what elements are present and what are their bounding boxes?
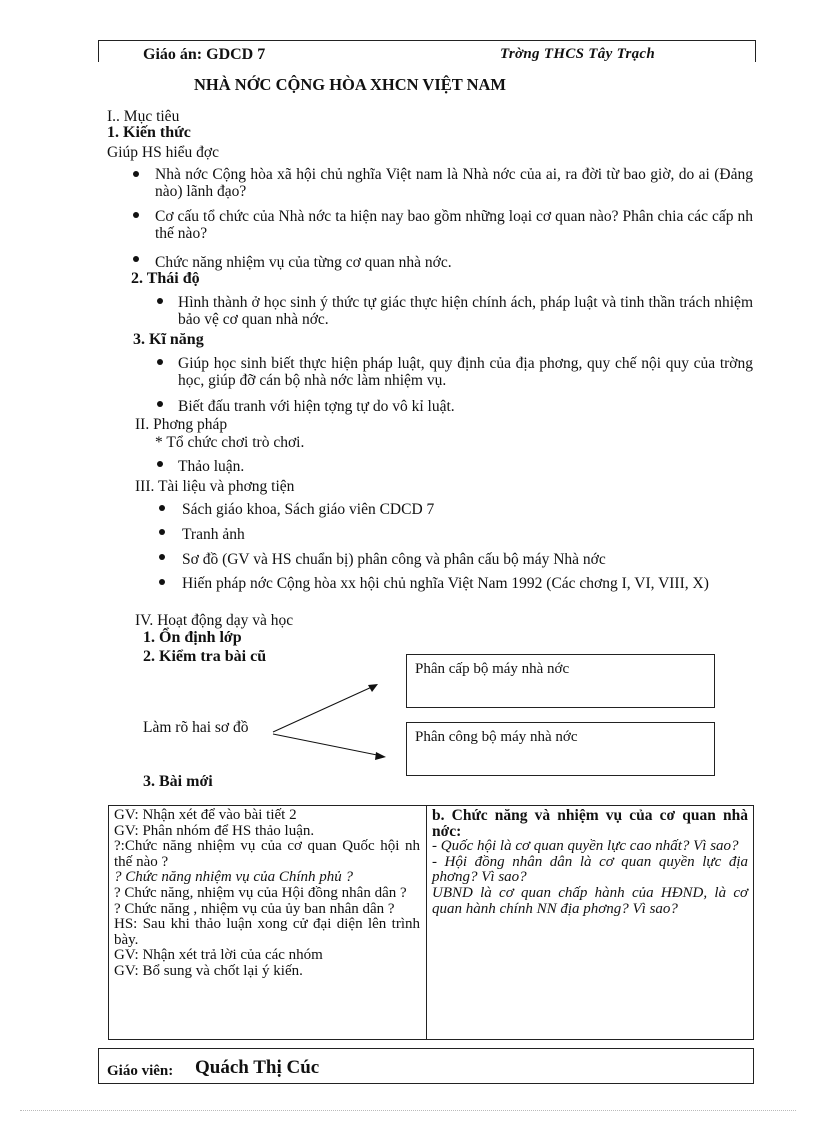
arrow-up-icon xyxy=(273,684,378,732)
table-row: ? Chức năng nhiệm vụ của Chính phủ ? xyxy=(114,869,353,886)
teacher-activities-column xyxy=(114,808,420,980)
content-item: - Quốc hội là cơ quan quyền lực cao nhất? Vì sao? xyxy=(432,838,739,855)
table-row: ?:Chức năng nhiệm vụ của cơ quan Quốc hội nh thế nào ? xyxy=(114,838,420,870)
diagram-box-hierarchy xyxy=(406,654,715,708)
methods-item-game: * Tổ chức chơi trò chơi. xyxy=(155,434,305,451)
footer-box xyxy=(98,1048,754,1084)
bullet-icon xyxy=(157,359,163,365)
content-item: UBND là cơ quan chấp hành của HĐND, là cơ quan hành chính NN địa phơng? Vì sao? xyxy=(432,884,748,917)
header-subject: Giáo án: GDCD 7 xyxy=(143,46,266,63)
table-row: ? Chức năng , nhiệm vụ của ủy ban nhân dân ? xyxy=(114,900,395,917)
diagram-box-division-label: Phân công bộ máy nhà nớc xyxy=(415,729,578,745)
bullet-icon xyxy=(159,505,165,511)
bullet-icon xyxy=(157,401,163,407)
step-new-lesson: 3. Bài mới xyxy=(143,773,213,790)
diagram-box-division xyxy=(406,722,715,776)
header-right-rule xyxy=(755,40,756,62)
knowledge-item-2: Cơ cấu tổ chức của Nhà nớc ta hiện nay bao gồm những loại cơ quan nào? Phân chia các cấp nh thế nào? xyxy=(155,208,753,242)
header-school: Trờng THCS Tây Trạch xyxy=(500,46,656,62)
bullet-icon xyxy=(157,298,163,304)
knowledge-item-1: Nhà nớc Cộng hòa xã hội chủ nghĩa Việt nam là Nhà nớc của ai, ra đời từ bao giờ, do ai (Đảng nào) lãnh đạo? xyxy=(155,166,753,200)
bullet-icon xyxy=(157,461,163,467)
methods-heading: II. Phơng pháp xyxy=(135,416,228,433)
content-column xyxy=(432,808,748,917)
teacher-name: Quách Thị Cúc xyxy=(195,1057,320,1078)
content-heading: b. Chức năng và nhiệm vụ của cơ quan nhà nớc: xyxy=(432,807,748,840)
table-row: GV: Phân nhóm để HS thảo luận. xyxy=(114,822,315,839)
diagram-arrows xyxy=(270,680,395,765)
arrow-down-icon xyxy=(273,734,386,760)
materials-heading: III. Tài liệu và phơng tiện xyxy=(135,478,295,495)
table-row: ? Chức năng, nhiệm vụ của Hội đồng nhân dân ? xyxy=(114,884,407,901)
page-title: NHÀ NỚC CỘNG HÒA XHCN VIỆT NAM xyxy=(194,75,506,94)
diagram-left-label: Làm rõ hai sơ đồ xyxy=(143,719,249,736)
header-left-rule xyxy=(98,40,99,62)
activities-heading: IV. Hoạt động dạy và học xyxy=(135,612,294,629)
table-row: GV: Bổ sung và chốt lại ý kiến. xyxy=(114,962,303,979)
page-bottom-divider xyxy=(20,1110,796,1111)
content-item: - Hội đồng nhân dân là cơ quan quyền lực địa phơng? Vì sao? xyxy=(432,853,748,886)
header-rule xyxy=(98,40,755,41)
bullet-icon xyxy=(133,212,139,218)
table-row: GV: Nhận xét trả lời của các nhóm xyxy=(114,947,323,964)
skills-item-1: Giúp học sinh biết thực hiện pháp luật, quy định của địa phơng, quy chế nội quy của trờng học, giúp đỡ cán bộ nhà nớc làm nhiệm vụ. xyxy=(178,355,753,389)
knowledge-heading xyxy=(107,124,191,142)
bullet-icon xyxy=(159,529,165,535)
table-row: GV: Nhận xét để vào bài tiết 2 xyxy=(114,807,297,823)
attitude-item-1: Hình thành ở học sinh ý thức tự giác thực hiện chính ách, pháp luật và tinh thần trách nhiệm bảo vệ cơ quan nhà nớc. xyxy=(178,294,753,328)
step-review: 2. Kiểm tra bài cũ xyxy=(143,648,267,665)
knowledge-item-3: Chức năng nhiệm vụ của từng cơ quan nhà nớc. xyxy=(155,254,452,271)
bullet-icon xyxy=(133,256,139,262)
materials-item-2: Tranh ảnh xyxy=(182,526,245,543)
materials-item-3: Sơ đồ (GV và HS chuẩn bị) phân công và phân cấu bộ máy Nhà nớc xyxy=(182,551,606,568)
materials-item-4: Hiến pháp nớc Cộng hòa xx hội chủ nghĩa Việt Nam 1992 (Các chơng I, VI, VIII, X) xyxy=(182,575,709,592)
methods-item-discussion: Thảo luận. xyxy=(178,458,245,475)
footer-label: Giáo viên: xyxy=(107,1063,174,1079)
knowledge-heading-text: 1. Kiến thức xyxy=(107,124,191,141)
step-class-order: 1. Ổn định lớp xyxy=(143,629,242,646)
skills-item-2: Biết đấu tranh với hiện tợng tự do vô kỉ luật. xyxy=(178,398,455,415)
materials-item-1: Sách giáo khoa, Sách giáo viên CDCD 7 xyxy=(182,501,435,518)
section-objectives-heading: I.. Mục tiêu xyxy=(107,108,180,125)
bullet-icon xyxy=(159,554,165,560)
bullet-icon xyxy=(133,171,139,177)
knowledge-intro: Giúp HS hiểu đợc xyxy=(107,144,219,161)
table-row: HS: Sau khi thảo luận xong cử đại diện lên trình bày. xyxy=(114,916,420,948)
diagram-box-hierarchy-label: Phân cấp bộ máy nhà nớc xyxy=(415,661,570,677)
lesson-table-divider xyxy=(426,805,427,1040)
bullet-icon xyxy=(159,579,165,585)
skills-heading: 3. Kĩ năng xyxy=(133,331,204,348)
attitude-heading: 2. Thái độ xyxy=(131,270,200,287)
